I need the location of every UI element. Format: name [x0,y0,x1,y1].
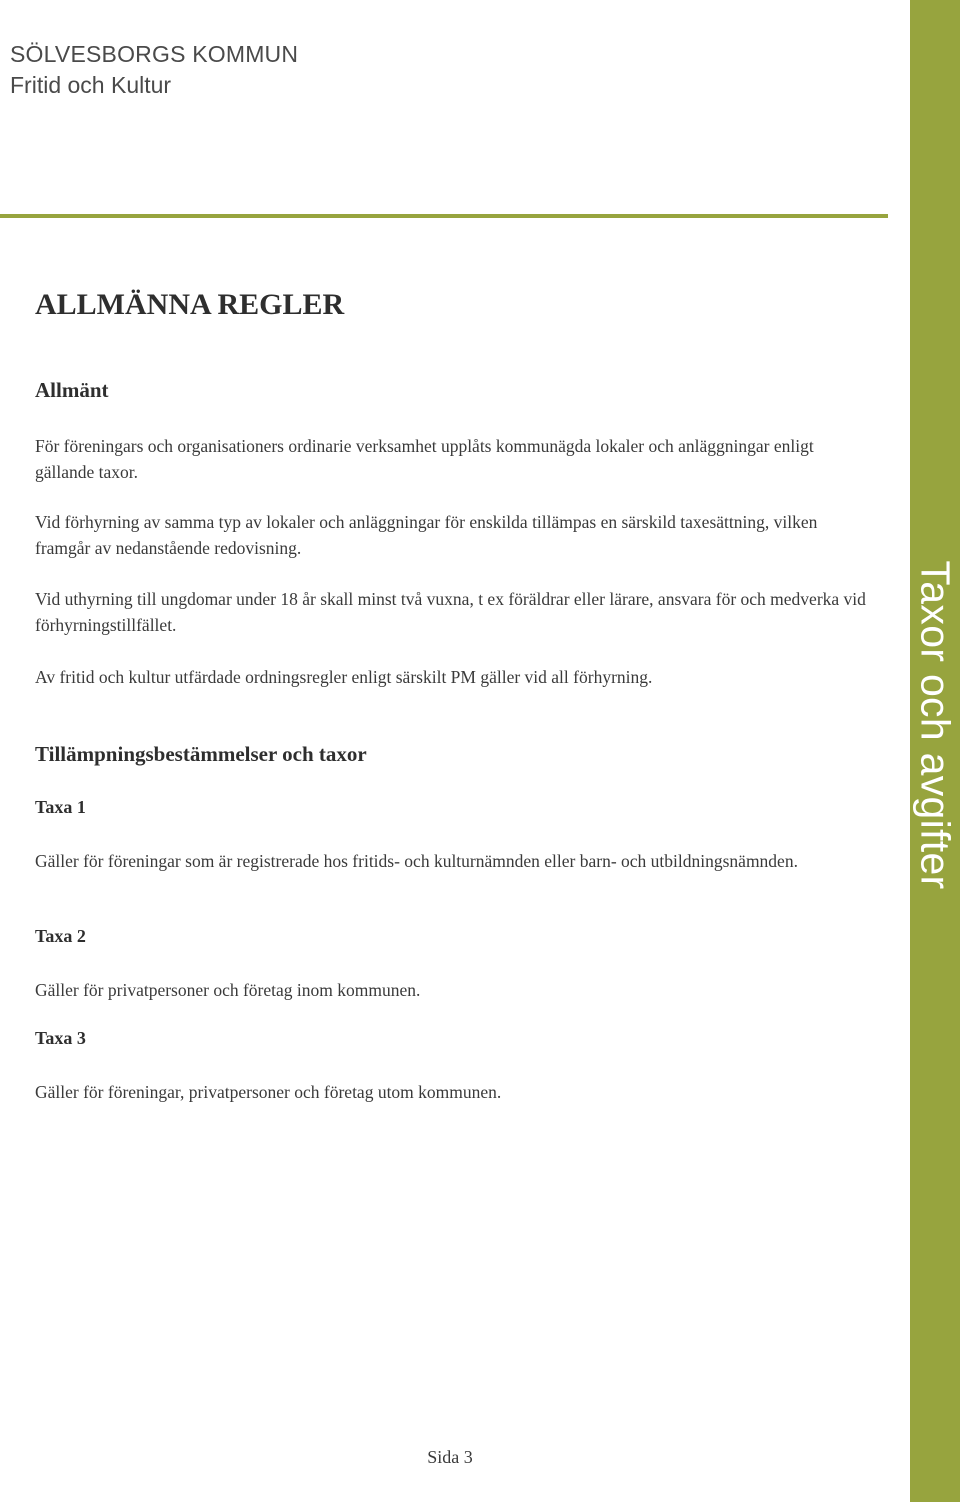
page-title: ALLMÄNNA REGLER [35,288,345,321]
paragraph-general-3: Vid uthyrning till ungdomar under 18 år skall minst två vuxna, t ex föräldrar eller lärare, ansvara för och medverka vid förhyrningstillfället. [35,589,866,635]
section-heading-general: Allmänt [35,378,109,402]
rate-label-1: Taxa 1 [35,797,86,817]
rate-description-1: Gäller för föreningar som är registrerade hos fritids- och kulturnämnden eller barn- och utbildningsnämnden. [35,851,798,871]
rate-description-3: Gäller för föreningar, privatpersoner och företag utom kommunen. [35,1082,502,1102]
rate-label-3: Taxa 3 [35,1028,86,1048]
section-heading-rates: Tillämpningsbestämmelser och taxor [35,742,367,766]
side-tab [910,0,960,1502]
page-number: Sida 3 [427,1447,473,1467]
rate-description-2: Gäller för privatpersoner och företag inom kommunen. [35,980,421,1000]
paragraph-general-2: Vid förhyrning av samma typ av lokaler och anläggningar för enskilda tillämpas en särskild taxesättning, vilken framgår av nedanstående redovisning. [35,512,818,558]
header-divider [0,214,888,218]
paragraph-general-4: Av fritid och kultur utfärdade ordningsregler enligt särskilt PM gäller vid all förhyrning. [35,667,653,687]
department-name: Fritid och Kultur [10,72,172,98]
side-tab-label: Taxor och avgifter [912,560,959,890]
paragraph-general-1: För föreningars och organisationers ordinarie verksamhet upplåts kommunägda lokaler och anläggningar enligt gällande taxor. [35,436,814,482]
organization-name: SÖLVESBORGS KOMMUN [10,41,299,67]
rate-label-2: Taxa 2 [35,926,86,946]
